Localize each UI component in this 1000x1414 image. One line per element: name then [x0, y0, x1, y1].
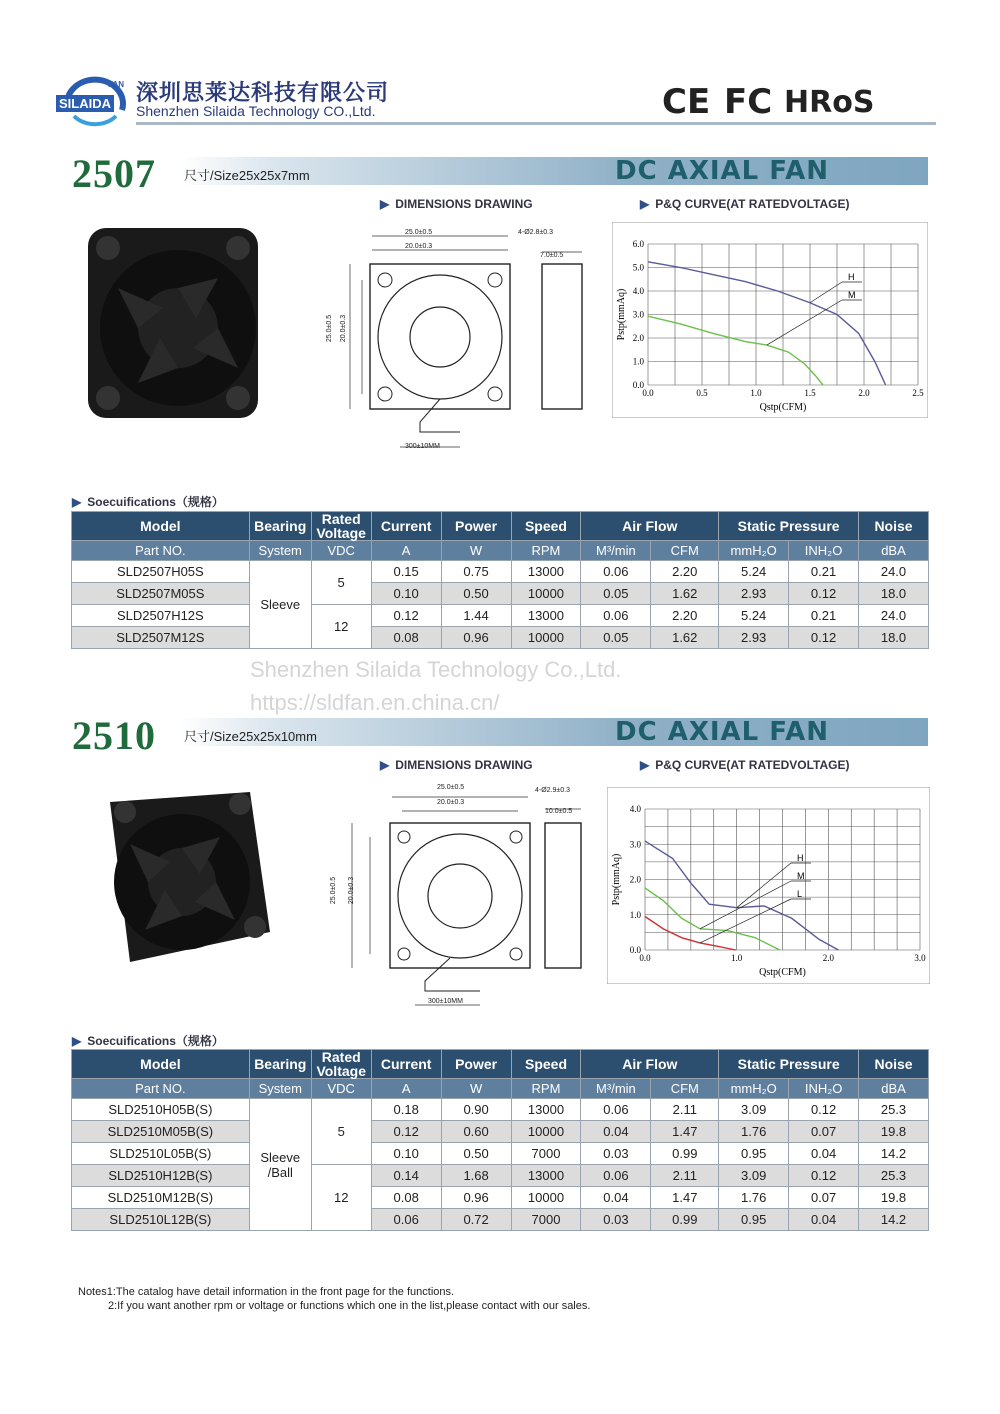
dim-width-inner: 20.0±0.3: [437, 799, 465, 806]
table-cell: 1.76: [719, 1187, 789, 1209]
table-cell: 0.04: [789, 1209, 859, 1231]
table-cell: 0.21: [789, 605, 859, 627]
unit-header: mmH₂O: [719, 1079, 789, 1099]
dimensions-heading: ▶ DIMENSIONS DRAWING: [380, 758, 533, 772]
col-header: Air Flow: [581, 512, 719, 541]
rated-voltage: 12: [311, 605, 371, 649]
table-cell: 0.07: [789, 1121, 859, 1143]
x-tick-label: 3.0: [914, 953, 926, 963]
unit-header: INH₂O: [789, 1079, 859, 1099]
part-number: SLD2510H12B(S): [72, 1165, 250, 1187]
unit-header: RPM: [511, 1079, 581, 1099]
bearing-system: Sleeve: [249, 561, 311, 649]
table-cell: 0.05: [581, 627, 651, 649]
product-title: DC AXIAL FAN: [615, 156, 829, 186]
part-number: SLD2510L12B(S): [72, 1209, 250, 1231]
y-tick-label: 5.0: [632, 262, 644, 273]
table-cell: 3.09: [719, 1099, 789, 1121]
table-cell: 2.93: [719, 583, 789, 605]
unit-header: System: [249, 1079, 311, 1099]
logo-text: SILAIDA: [56, 95, 114, 112]
table-cell: 1.47: [651, 1187, 719, 1209]
spec-heading-2510: ▶ Soecuifications（规格）: [72, 1034, 224, 1048]
table-cell: 0.99: [651, 1143, 719, 1165]
size-label: 尺寸/Size25x25x10mm: [184, 729, 317, 744]
dim-height-inner: 20.0±0.3: [348, 876, 356, 905]
unit-header: CFM: [651, 541, 719, 561]
y-tick-label: 2.0: [629, 874, 641, 885]
spec-heading-2507: ▶ Soecuifications（规格）: [72, 495, 224, 509]
table-cell: 0.07: [789, 1187, 859, 1209]
table-cell: 0.12: [789, 1165, 859, 1187]
table-cell: 0.12: [789, 1099, 859, 1121]
x-tick-label: 0.5: [696, 388, 708, 398]
table-cell: 24.0: [859, 561, 929, 583]
table-cell: 10000: [511, 627, 581, 649]
unit-header: Part NO.: [72, 1079, 250, 1099]
note-1: Notes1:The catalog have detail information in the front page for the functions.: [78, 1286, 455, 1298]
dim-hole: 4-Ø2.9±0.3: [535, 787, 570, 794]
y-tick-label: 3.0: [629, 839, 641, 850]
table-cell: 2.11: [651, 1165, 719, 1187]
table-cell: 1.76: [719, 1121, 789, 1143]
company-name-en: Shenzhen Silaida Technology CO.,Ltd.: [136, 103, 376, 119]
y-tick-label: 1.0: [632, 356, 644, 367]
table-cell: 2.20: [651, 561, 719, 583]
dimensions-drawing-2510: [330, 783, 590, 1019]
table-cell: 0.04: [581, 1187, 651, 1209]
y-axis-label: Pstp(mmAq): [611, 853, 622, 906]
col-header: Static Pressure: [719, 1050, 859, 1079]
col-header: Static Pressure: [719, 512, 859, 541]
table-cell: 1.62: [651, 583, 719, 605]
table-cell: 0.50: [441, 583, 511, 605]
table-cell: 0.95: [719, 1143, 789, 1165]
table-cell: 1.44: [441, 605, 511, 627]
unit-header: mmH₂O: [719, 541, 789, 561]
dim-thickness: 10.0±0.5: [545, 808, 573, 815]
part-number: SLD2507H12S: [72, 605, 250, 627]
table-cell: 2.20: [651, 605, 719, 627]
col-header: Current: [371, 512, 441, 541]
table-cell: 1.47: [651, 1121, 719, 1143]
dim-width-inner: 20.0±0.3: [405, 243, 433, 250]
size-label: 尺寸/Size25x25x7mm: [184, 168, 310, 183]
table-cell: 0.75: [441, 561, 511, 583]
ce-mark: CE: [662, 82, 711, 122]
chart-frame: [612, 222, 928, 418]
col-header: Model: [72, 1050, 250, 1079]
table-cell: 0.08: [371, 1187, 441, 1209]
table-cell: 1.62: [651, 627, 719, 649]
x-tick-label: 2.5: [912, 388, 924, 398]
watermark-company: Shenzhen Silaida Technology Co.,Ltd.: [250, 657, 622, 682]
table-row: [72, 1143, 929, 1165]
legend-label: L: [797, 889, 803, 899]
unit-header: dBA: [859, 541, 929, 561]
table-cell: 18.0: [859, 583, 929, 605]
unit-header: Part NO.: [72, 541, 250, 561]
table-cell: 19.8: [859, 1121, 929, 1143]
dimensions-heading: ▶ DIMENSIONS DRAWING: [380, 197, 533, 211]
x-tick-label: 1.0: [731, 953, 743, 963]
table-cell: 0.04: [581, 1121, 651, 1143]
dim-width-outer: 25.0±0.5: [405, 229, 433, 236]
unit-row: [72, 541, 929, 561]
col-header: Rated Voltage: [311, 1050, 371, 1079]
col-header: Speed: [511, 1050, 581, 1079]
legend-label: H: [797, 853, 804, 863]
unit-header: INH₂O: [789, 541, 859, 561]
unit-header: dBA: [859, 1079, 929, 1099]
table-cell: 0.95: [719, 1209, 789, 1231]
table-cell: 0.06: [581, 605, 651, 627]
unit-header: M³/min: [581, 541, 651, 561]
table-cell: 5.24: [719, 561, 789, 583]
hros-mark: HRoS: [784, 85, 875, 120]
table-row: [72, 605, 929, 627]
table-cell: 14.2: [859, 1143, 929, 1165]
part-number: SLD2510H05B(S): [72, 1099, 250, 1121]
header-row: [72, 512, 929, 541]
table-cell: 0.06: [581, 561, 651, 583]
x-axis-label: Qstp(CFM): [759, 967, 806, 978]
table-cell: 2.11: [651, 1099, 719, 1121]
unit-header: CFM: [651, 1079, 719, 1099]
y-tick-label: 0.0: [632, 380, 644, 390]
table-cell: 0.72: [441, 1209, 511, 1231]
dim-lead: 300±10MM: [405, 443, 440, 450]
table-cell: 0.03: [581, 1143, 651, 1165]
table-cell: 13000: [511, 1165, 581, 1187]
table-row: [72, 627, 929, 649]
part-number: SLD2510M12B(S): [72, 1187, 250, 1209]
dim-height-outer: 25.0±0.5: [330, 876, 338, 905]
unit-header: A: [371, 541, 441, 561]
table-cell: 0.90: [441, 1099, 511, 1121]
unit-header: M³/min: [581, 1079, 651, 1099]
col-header: Bearing: [249, 1050, 311, 1079]
part-number: SLD2510L05B(S): [72, 1143, 250, 1165]
table-cell: 1.68: [441, 1165, 511, 1187]
table-cell: 0.06: [581, 1165, 651, 1187]
table-cell: 0.96: [441, 1187, 511, 1209]
unit-header: A: [371, 1079, 441, 1099]
y-tick-label: 4.0: [629, 804, 641, 814]
unit-header: RPM: [511, 541, 581, 561]
table-cell: 0.12: [371, 1121, 441, 1143]
table-cell: 0.12: [789, 627, 859, 649]
y-axis-label: Pstp(mmAq): [616, 288, 627, 341]
table-row: [72, 1099, 929, 1121]
table-cell: 0.04: [789, 1143, 859, 1165]
pq-curve-heading: ▶ P&Q CURVE(AT RATEDVOLTAGE): [640, 758, 850, 772]
x-tick-label: 1.5: [804, 388, 816, 398]
table-cell: 13000: [511, 561, 581, 583]
fan-photo-2507: [78, 218, 268, 428]
dim-lead: 300±10MM: [428, 998, 463, 1005]
col-header: Model: [72, 512, 250, 541]
unit-row: [72, 1079, 929, 1099]
header-divider: [136, 122, 936, 125]
unit-header: System: [249, 541, 311, 561]
fan-photo-2510: [90, 782, 280, 972]
table-cell: 0.10: [371, 1143, 441, 1165]
unit-header: W: [441, 1079, 511, 1099]
unit-header: VDC: [311, 1079, 371, 1099]
y-tick-label: 0.0: [629, 945, 641, 955]
table-cell: 7000: [511, 1143, 581, 1165]
x-tick-label: 2.0: [858, 388, 870, 398]
spec-table-2507: [71, 511, 929, 649]
table-cell: 0.60: [441, 1121, 511, 1143]
table-cell: 0.96: [441, 627, 511, 649]
table-cell: 0.50: [441, 1143, 511, 1165]
pq-curve-chart-2507: [612, 222, 928, 418]
rated-voltage: 5: [311, 561, 371, 605]
table-row: [72, 1209, 929, 1231]
header-row: [72, 1050, 929, 1079]
part-number: SLD2507H05S: [72, 561, 250, 583]
col-header: Rated Voltage: [311, 512, 371, 541]
unit-header: W: [441, 541, 511, 561]
part-number: SLD2507M05S: [72, 583, 250, 605]
legend-label: H: [848, 272, 855, 282]
rated-voltage: 12: [311, 1165, 371, 1231]
table-cell: 10000: [511, 1187, 581, 1209]
col-header: Bearing: [249, 512, 311, 541]
model-number-2507: 2507: [72, 151, 156, 196]
table-cell: 24.0: [859, 605, 929, 627]
table-cell: 3.09: [719, 1165, 789, 1187]
table-cell: 25.3: [859, 1099, 929, 1121]
table-cell: 0.99: [651, 1209, 719, 1231]
table-cell: 0.05: [581, 583, 651, 605]
x-tick-label: 1.0: [750, 388, 762, 398]
table-cell: 0.21: [789, 561, 859, 583]
table-cell: 25.3: [859, 1165, 929, 1187]
company-name-cn: 深圳思莱达科技有限公司: [136, 81, 390, 106]
dim-height-inner: 20.0±0.3: [340, 314, 348, 343]
legend-label: M: [797, 871, 805, 881]
table-cell: 0.10: [371, 583, 441, 605]
table-cell: 19.8: [859, 1187, 929, 1209]
watermark-url: https://sldfan.en.china.cn/: [250, 690, 500, 715]
table-cell: 10000: [511, 583, 581, 605]
table-cell: 0.06: [371, 1209, 441, 1231]
table-cell: 5.24: [719, 605, 789, 627]
col-header: Power: [441, 512, 511, 541]
table-cell: 7000: [511, 1209, 581, 1231]
table-row: [72, 583, 929, 605]
table-row: [72, 1121, 929, 1143]
fc-mark: FC: [724, 82, 773, 122]
part-number: SLD2507M12S: [72, 627, 250, 649]
col-header: Noise: [859, 512, 929, 541]
table-cell: 0.12: [371, 605, 441, 627]
table-cell: 14.2: [859, 1209, 929, 1231]
col-header: Air Flow: [581, 1050, 719, 1079]
table-cell: 13000: [511, 1099, 581, 1121]
y-tick-label: 1.0: [629, 909, 641, 920]
table-cell: 13000: [511, 605, 581, 627]
table-row: [72, 1187, 929, 1209]
x-tick-label: 2.0: [822, 953, 834, 963]
model-number-2510: 2510: [72, 713, 156, 758]
table-cell: 2.93: [719, 627, 789, 649]
x-tick-label: 0.0: [639, 953, 651, 963]
y-tick-label: 2.0: [632, 333, 644, 343]
logo-sub: FAN: [108, 80, 124, 89]
col-header: Power: [441, 1050, 511, 1079]
notes: [78, 1285, 590, 1313]
x-tick-label: 0.0: [642, 388, 654, 398]
pq-curve-heading: ▶ P&Q CURVE(AT RATEDVOLTAGE): [640, 197, 850, 211]
dim-height-outer: 25.0±0.5: [326, 314, 334, 343]
pq-curve-chart-2510: [607, 787, 930, 984]
dim-thickness: 7.0±0.5: [540, 252, 564, 259]
bearing-system: Sleeve /Ball: [249, 1099, 311, 1231]
table-cell: 0.15: [371, 561, 441, 583]
unit-header: VDC: [311, 541, 371, 561]
col-header: Noise: [859, 1050, 929, 1079]
y-tick-label: 3.0: [632, 309, 644, 320]
col-header: Current: [371, 1050, 441, 1079]
y-tick-label: 6.0: [632, 239, 644, 249]
chart-frame: [607, 787, 930, 984]
rated-voltage: 5: [311, 1099, 371, 1165]
table-cell: 18.0: [859, 627, 929, 649]
product-title: DC AXIAL FAN: [615, 717, 829, 747]
part-number: SLD2510M05B(S): [72, 1121, 250, 1143]
y-tick-label: 4.0: [632, 286, 644, 296]
dim-hole: 4-Ø2.8±0.3: [518, 229, 553, 236]
note-2: 2:If you want another rpm or voltage or functions which one in the list,please contact with our sales.: [108, 1300, 591, 1312]
table-cell: 10000: [511, 1121, 581, 1143]
table-cell: 0.12: [789, 583, 859, 605]
dim-width-outer: 25.0±0.5: [437, 784, 465, 791]
spec-table-2510: [71, 1049, 929, 1231]
table-cell: 0.08: [371, 627, 441, 649]
table-cell: 0.03: [581, 1209, 651, 1231]
legend-label: M: [848, 290, 856, 300]
table-cell: 0.06: [581, 1099, 651, 1121]
col-header: Speed: [511, 512, 581, 541]
table-cell: 0.18: [371, 1099, 441, 1121]
table-row: [72, 561, 929, 583]
table-cell: 0.14: [371, 1165, 441, 1187]
x-axis-label: Qstp(CFM): [759, 402, 807, 413]
table-row: [72, 1165, 929, 1187]
